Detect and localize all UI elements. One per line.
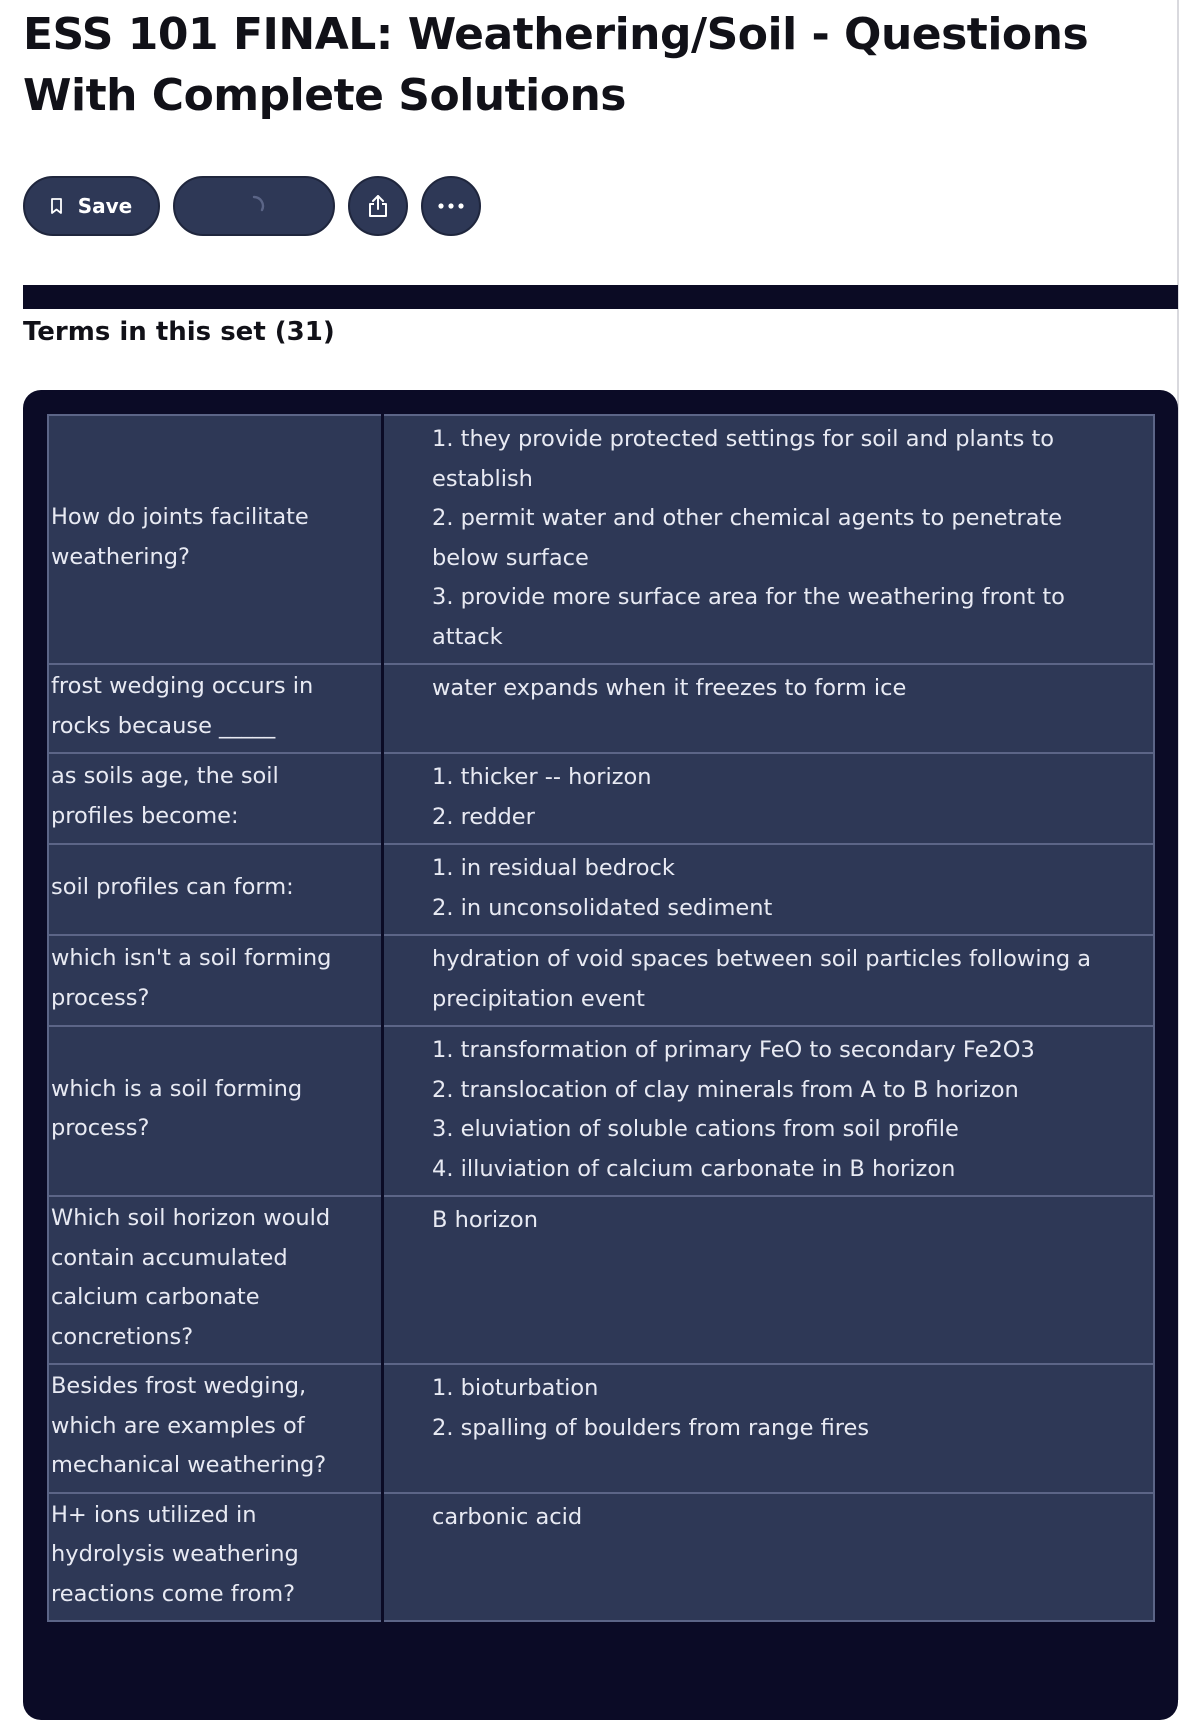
share-icon [365, 193, 391, 219]
terms-heading: Terms in this set (31) [23, 317, 335, 347]
terms-panel [23, 390, 1178, 1720]
definition-cell [383, 664, 1155, 753]
definition-line: carbonic acid [432, 1503, 583, 1530]
term-text: frost wedging occurs in rocks because _____ [51, 673, 314, 739]
term-cell [48, 844, 383, 935]
table-row [48, 935, 1154, 1026]
term-cell [48, 664, 383, 753]
loading-button[interactable] [173, 176, 335, 236]
definition-line: 2. spalling of boulders from range fires [432, 1414, 870, 1441]
term-text: which isn't a soil forming process? [51, 945, 332, 1011]
definition-cell [383, 1026, 1155, 1196]
bookmark-icon [51, 198, 62, 214]
definition-cell [383, 415, 1155, 664]
definition-line: 2. in unconsolidated sediment [432, 894, 773, 921]
definition-line: 2. translocation of clay minerals from A to B horizon [432, 1076, 1019, 1103]
more-button[interactable] [421, 176, 481, 236]
definition-line: B horizon [432, 1207, 538, 1233]
definition-line: water expands when it freezes to form ice [432, 675, 907, 701]
action-bar [23, 176, 494, 236]
term-cell [48, 1026, 383, 1196]
more-icon [437, 202, 465, 210]
table-row [48, 415, 1154, 664]
definition-line: 1. in residual bedrock [432, 855, 675, 881]
table-row [48, 1364, 1154, 1493]
table-row [48, 1493, 1154, 1622]
section-divider [23, 285, 1178, 309]
terms-table [47, 414, 1155, 1622]
table-row [48, 1196, 1154, 1364]
term-cell [48, 935, 383, 1026]
definition-line: 1. bioturbation [432, 1375, 599, 1401]
spinner-icon [242, 194, 266, 218]
definition-cell [383, 1493, 1155, 1622]
definition-line: hydration of void spaces between soil particles following a precipitation event [432, 946, 1092, 1012]
definition-line: 4. illuviation of calcium carbonate in B horizon [432, 1155, 956, 1182]
definition-line: 2. permit water and other chemical agents to penetrate below surface [432, 505, 1063, 571]
definition-line: 2. redder [432, 803, 535, 830]
term-text: as soils age, the soil profiles become: [51, 763, 279, 829]
page-title: ESS 101 FINAL: Weathering/Soil - Questions With Complete Solutions [23, 9, 1089, 121]
definition-cell [383, 844, 1155, 935]
term-text: H+ ions utilized in hydrolysis weathering reactions come from? [51, 1501, 299, 1607]
term-text: Which soil horizon would contain accumulated calcium carbonate concretions? [51, 1205, 331, 1350]
term-text: Besides frost wedging, which are examples of mechanical weathering? [51, 1373, 327, 1478]
save-button[interactable] [23, 176, 160, 236]
term-cell [48, 1493, 383, 1622]
term-text: which is a soil forming process? [51, 1075, 303, 1141]
definition-line: 3. eluviation of soluble cations from soil profile [432, 1116, 959, 1142]
definition-cell [383, 1196, 1155, 1364]
share-button[interactable] [348, 176, 408, 236]
table-row [48, 753, 1154, 844]
table-row [48, 1026, 1154, 1196]
term-cell [48, 1364, 383, 1493]
definition-line: 3. provide more surface area for the weathering front to attack [432, 584, 1065, 650]
term-cell [48, 1196, 383, 1364]
term-text: soil profiles can form: [51, 873, 294, 900]
definition-line: 1. they provide protected settings for soil and plants to establish [432, 426, 1055, 492]
definition-line: 1. transformation of primary FeO to secondary Fe2O3 [432, 1037, 1035, 1063]
definition-cell [383, 753, 1155, 844]
table-row [48, 664, 1154, 753]
term-cell [48, 415, 383, 664]
save-label: Save [77, 194, 133, 218]
term-text: How do joints facilitate weathering? [51, 504, 309, 570]
definition-cell [383, 935, 1155, 1026]
definition-cell [383, 1364, 1155, 1493]
term-cell [48, 753, 383, 844]
definition-line: 1. thicker -- horizon [432, 764, 652, 790]
table-row [48, 844, 1154, 935]
